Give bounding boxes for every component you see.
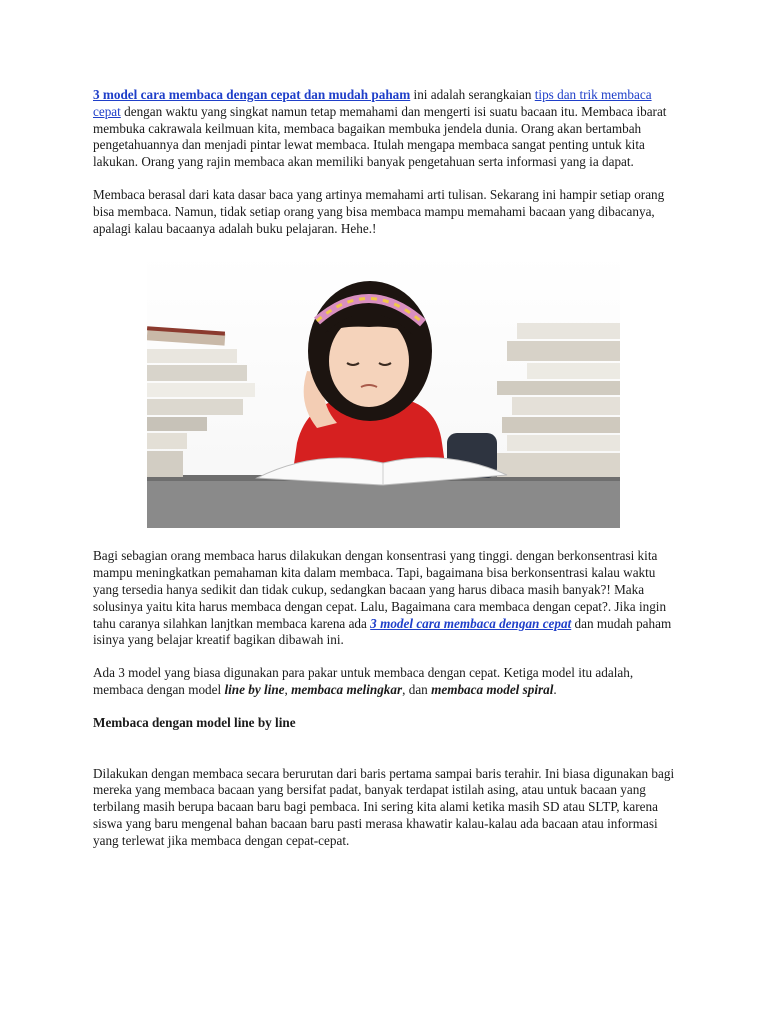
models-end: . xyxy=(553,681,557,697)
paragraph-three-models xyxy=(93,665,678,699)
intro-text-b: dengan waktu yang singkat namun tetap memahami dan mengerti isi suatu bacaan itu. Membaca ibarat membuka cakrawala keilmuan kita, membaca bagaikan membuka jendela dunia. Orang akan bertambah pengetahuannya dan menjadi pintar lewat membaca. Itulah mengapa membaca sangat penting untuk kita lakukan. Orang yang rajin membaca akan memiliki banyak pengetahuan serta informasi yang ia dapat. xyxy=(93,103,667,170)
article-image-girl-reading xyxy=(147,253,620,528)
link-article-title[interactable]: 3 model cara membaca dengan cepat dan mudah paham xyxy=(93,87,411,102)
concentration-text-a: Bagi sebagian orang membaca harus dilakukan dengan konsentrasi yang tinggi. dengan berkonsentrasi kita mampu meningkatkan pemahaman kita dalam membaca. Tapi, bagaimana bisa berkonsentrasi kalau waktu yang tersedia hanya sedikit dan tidak cukup, sedangkan bacaan yang harus dibaca masih banyak?! Maka solusinya yaitu kita harus membaca dengan cepat. Lalu, Bagaimana cara membaca dengan cepat?. Jika ingin tahu caranya silahkan lanjtkan membaca karena ada xyxy=(93,548,667,631)
paragraph-line-by-line: Dilakukan dengan membaca secara berurutan dari baris pertama sampai baris terahir. Ini biasa digunakan bagi mereka yang membaca bacaan yang bersifat padat, banyak terdapat istilah asing, atau untuk bacaan yang terbilang masih berupa bacaan baru bagi pembaca. Ini sering kita alami ketika masih SD atau SLTP, karena siswa yang baru mengenal bahan bacaan baru pasti merasa khawatir kalau-kalau ada bacaan atau informasi yang terlewat jika membaca dengan cepat-cepat. xyxy=(93,765,675,848)
link-3-model-cara[interactable]: 3 model cara membaca dengan cepat xyxy=(370,615,572,631)
left-book-stack xyxy=(147,327,255,478)
link-tips-dan-trik[interactable]: tips dan trik membaca cepat xyxy=(93,87,652,119)
models-sep-2: , dan xyxy=(402,681,432,697)
right-book-stack xyxy=(497,323,620,477)
paragraph-concentration xyxy=(93,548,678,649)
paragraph-intro xyxy=(93,87,678,171)
models-sep-1: , xyxy=(284,681,292,697)
paragraph-definition: Membaca berasal dari kata dasar baca yang artinya memahami arti tulisan. Sekarang ini hampir setiap orang bisa membaca. Namun, tidak setiap orang yang bisa membaca mampu memahami bacaan yang dibacanya, apalagi kalau bacaanya adalah buku pelajaran. Hehe.! xyxy=(93,186,665,236)
model-line-by-line: line by line xyxy=(224,681,285,697)
model-melingkar: membaca melingkar xyxy=(291,681,403,697)
section-heading-line-by-line: Membaca dengan model line by line xyxy=(93,714,296,730)
document-page xyxy=(93,87,678,866)
model-spiral: membaca model spiral xyxy=(431,681,554,697)
concentration-text-b: dan mudah paham isinya yang belajar kreatif bagikan dibawah ini. xyxy=(93,615,672,648)
models-text-a: Ada 3 model yang biasa digunakan para pakar untuk membaca dengan cepat. Ketiga model itu adalah, membaca dengan model xyxy=(93,665,634,697)
intro-text-a: ini adalah serangkaian xyxy=(410,87,535,102)
girl-reading-illustration xyxy=(147,253,620,528)
